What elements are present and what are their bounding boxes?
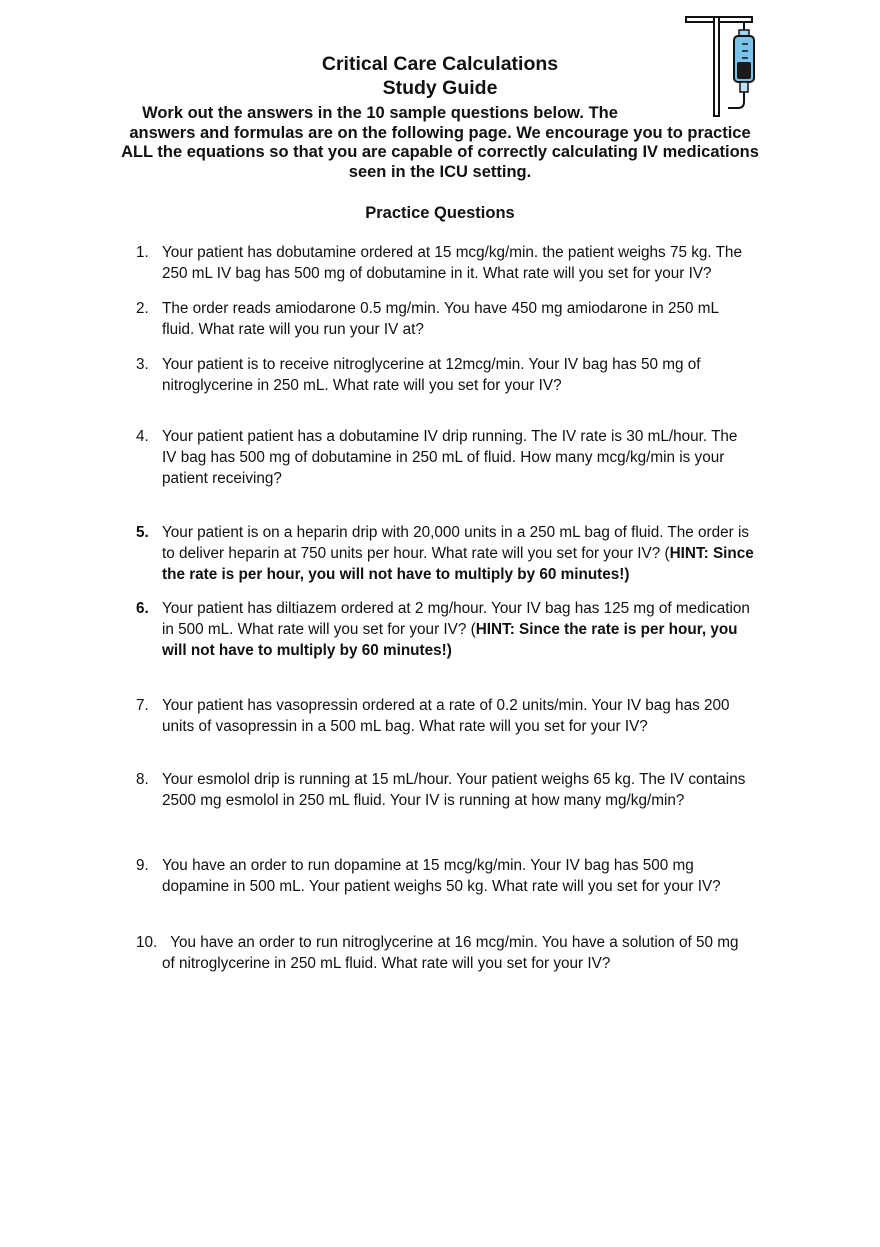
question-line: of nitroglycerine in 250 mL fluid. What rate will you set for your IV? <box>162 955 611 973</box>
question-text <box>162 932 796 974</box>
question-item <box>136 354 796 396</box>
question-line: Your esmolol drip is running at 15 mL/hour. Your patient weighs 65 kg. The IV contains <box>162 771 746 788</box>
question-item <box>136 695 796 737</box>
question-text <box>162 522 796 586</box>
question-line <box>162 619 796 640</box>
question-line: Your patient has dobutamine ordered at 15 mcg/kg/min. the patient weighs 75 kg. The <box>162 244 742 261</box>
intro-line: ALL the equations so that you are capable of correctly calculating IV medications <box>121 143 759 162</box>
question-line: fluid. What rate will you run your IV at? <box>162 321 424 339</box>
question-line: IV bag has 500 mg of dobutamine in 250 mL of fluid. How many mcg/kg/min is your <box>162 449 725 467</box>
intro-line: answers and formulas are on the following page. We encourage you to practice <box>129 123 751 142</box>
intro-line: Work out the answers in the 10 sample questions below. The <box>142 104 618 122</box>
question-line: The order reads amiodarone 0.5 mg/min. You have 450 mg amiodarone in 250 mL <box>162 300 719 317</box>
hint-text: will not have to multiply by 60 minutes!) <box>162 642 452 660</box>
question-number: 2. <box>136 300 149 317</box>
question-text <box>162 695 796 737</box>
section-heading: Practice Questions <box>365 204 515 222</box>
question-text <box>162 242 796 284</box>
hint-text: HINT: Since <box>669 545 754 563</box>
question-line <box>162 543 796 564</box>
question-text <box>162 354 796 396</box>
question-number: 1. <box>136 244 149 261</box>
iv-bag-on-pole-icon <box>684 14 756 118</box>
question-line: nitroglycerine in 250 mL. What rate will you set for your IV? <box>162 377 562 395</box>
question-text <box>162 298 796 340</box>
question-text <box>162 426 796 490</box>
title-line-1: Critical Care Calculations <box>321 53 559 75</box>
hint-text: HINT: Since the rate is per hour, you <box>475 621 738 639</box>
question-text-segment: to deliver heparin at 750 units per hour. What rate will you set for your IV? ( <box>162 545 670 563</box>
question-number: 10. <box>136 934 158 951</box>
question-item <box>136 522 796 586</box>
intro-paragraph <box>100 104 780 182</box>
question-item <box>136 598 796 662</box>
question-number: 9. <box>136 857 149 874</box>
question-line: Your patient has diltiazem ordered at 2 mg/hour. Your IV bag has 125 mg of medication <box>162 600 750 617</box>
question-text-segment: in 500 mL. What rate will you set for your IV? ( <box>162 621 476 639</box>
question-line: 250 mL IV bag has 500 mg of dobutamine in it. What rate will you set for your IV? <box>162 265 712 283</box>
question-line: Your patient has vasopressin ordered at a rate of 0.2 units/min. Your IV bag has 200 <box>162 697 730 714</box>
question-line: dopamine in 500 mL. Your patient weighs 50 kg. What rate will you set for your IV? <box>162 878 721 896</box>
hint-text: the rate is per hour, you will not have to multiply by 60 minutes!) <box>162 566 630 584</box>
question-number: 7. <box>136 697 149 714</box>
question-line: units of vasopressin in a 500 mL bag. What rate will you set for your IV? <box>162 718 648 736</box>
question-line: Your patient is to receive nitroglycerine at 12mcg/min. Your IV bag has 50 mg of <box>162 356 701 373</box>
question-item <box>136 855 796 897</box>
question-number: 3. <box>136 356 149 373</box>
question-item <box>136 242 796 284</box>
question-line: Your patient patient has a dobutamine IV drip running. The IV rate is 30 mL/hour. The <box>162 428 738 445</box>
page-title <box>240 52 640 100</box>
question-number: 6. <box>136 600 149 617</box>
question-text <box>162 769 796 811</box>
question-line: You have an order to run dopamine at 15 mcg/kg/min. Your IV bag has 500 mg <box>162 857 694 874</box>
intro-line: seen in the ICU setting. <box>348 162 532 181</box>
question-number: 4. <box>136 428 149 445</box>
title-line-2: Study Guide <box>382 77 498 99</box>
question-item <box>136 932 796 974</box>
question-text <box>162 855 796 897</box>
question-line: You have an order to run nitroglycerine at 16 mcg/min. You have a solution of 50 mg <box>162 934 739 951</box>
question-item <box>136 298 796 340</box>
question-line: 2500 mg esmolol in 250 mL fluid. Your IV is running at how many mg/kg/min? <box>162 792 685 810</box>
question-number: 5. <box>136 524 149 541</box>
question-item <box>136 426 796 490</box>
question-text <box>162 598 796 662</box>
question-number: 8. <box>136 771 149 788</box>
question-line: patient receiving? <box>162 470 282 488</box>
question-line: Your patient is on a heparin drip with 20,000 units in a 250 mL bag of fluid. The order is <box>162 524 750 541</box>
question-item <box>136 769 796 811</box>
